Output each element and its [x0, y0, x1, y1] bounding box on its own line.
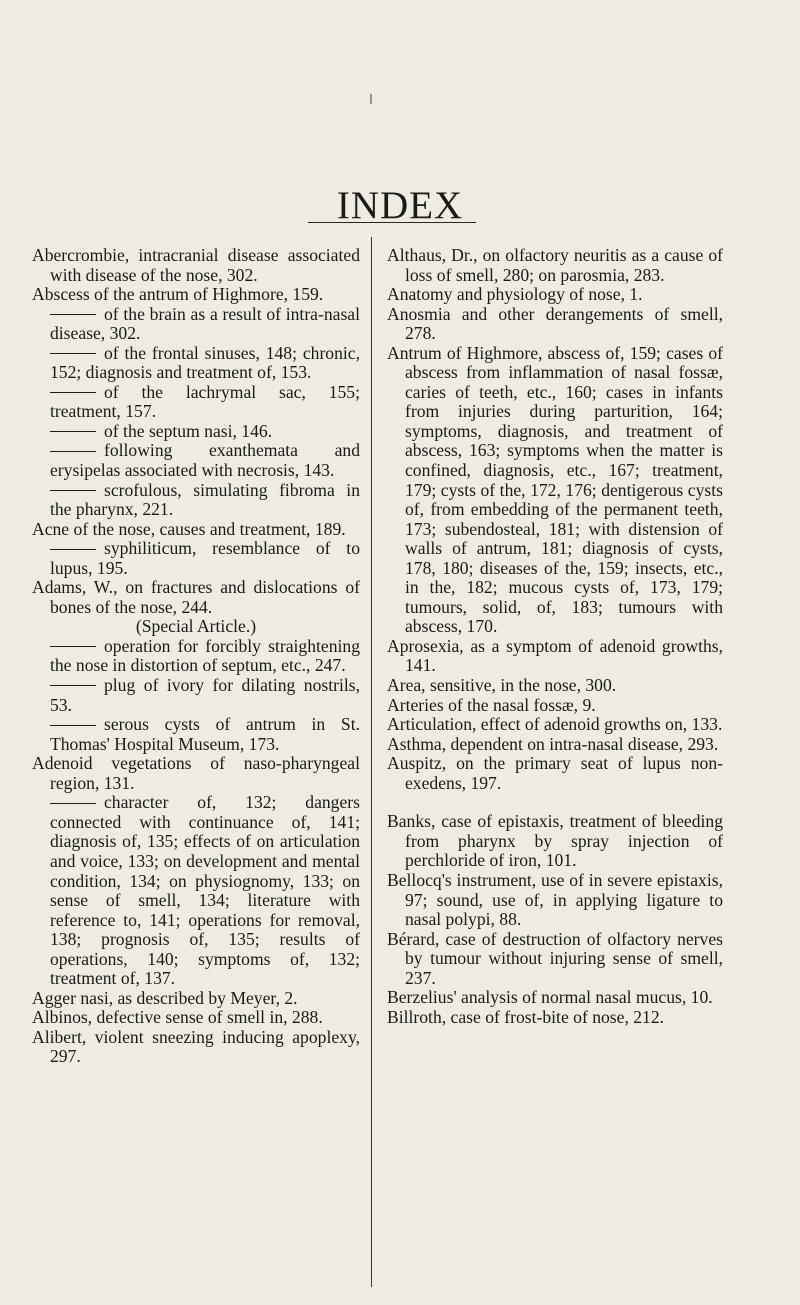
- entry-text: Antrum of Highmore, abscess of, 159; cases of abscess from inflammation of nasal fossæ, caries of teeth, etc., 160; cases in infants from injuries during parturition, 164; symptoms, diagnosis, and treatment of abscess, 163; symptoms when the matter is confined, diagnosis, etc., 167; treatment, 179; cysts of the, 172, 176; dentigerous cysts of, from embedding of the permanent teeth, 173; subendosteal, 181; with distension of walls of antrum, 181; diagnosis of cysts, 178, 180; diseases of the, 159; insects, etc., in the, 182; mucous cysts of, 173, 179; tumours, solid, of, 183; tumours with abscess, 170.: [387, 342, 723, 637]
- entry-text: Althaus, Dr., on olfactory neuritis as a cause of loss of smell, 280; on parosmia, 283.: [387, 245, 723, 285]
- entry-text: Anosmia and other derangements of smell, 278.: [387, 303, 723, 344]
- index-entry: [387, 735, 723, 755]
- entry-text: Billroth, case of frost-bite of nose, 212.: [387, 1006, 665, 1027]
- index-entry: [387, 715, 723, 735]
- index-subentry: [32, 344, 360, 383]
- index-entry: [32, 520, 360, 540]
- entry-text: Banks, case of epistaxis, treatment of bleeding from pharynx by spray injection of perchloride of iron, 101.: [387, 811, 723, 871]
- entry-text: Berzelius' analysis of normal nasal mucus, 10.: [387, 987, 713, 1008]
- index-entry: [387, 1008, 723, 1028]
- index-subentry: [32, 481, 360, 520]
- index-subentry: [32, 676, 360, 715]
- index-entry: [32, 1028, 360, 1067]
- ditto-dash: [50, 549, 96, 550]
- entry-text: operation for forcibly straightening the nose in distortion of septum, etc., 247.: [50, 635, 360, 676]
- page-mark: [370, 94, 372, 104]
- entry-text: of the brain as a result of intra-nasal disease, 302.: [50, 303, 360, 344]
- entry-text: Anatomy and physiology of nose, 1.: [387, 284, 643, 305]
- entry-text: Bellocq's instrument, use of in severe epistaxis, 97; sound, use of, in applying ligature to nasal polypi, 88.: [387, 869, 723, 930]
- entry-text: of the lachrymal sac, 155; treatment, 157.: [50, 381, 360, 422]
- index-entry: [387, 305, 723, 344]
- entry-text: scrofulous, simulating fibroma in the pharynx, 221.: [50, 479, 360, 520]
- ditto-dash: [50, 725, 96, 726]
- entry-text: Abercrombie, intracranial disease associated with disease of the nose, 302.: [32, 245, 360, 285]
- column-divider: [371, 237, 372, 1287]
- entry-text: Auspitz, on the primary seat of lupus non-exedens, 197.: [387, 753, 723, 793]
- ditto-dash: [50, 803, 96, 804]
- entry-text: Adams, W., on fractures and dislocations of bones of the nose, 244.: [32, 577, 360, 617]
- entry-text: character of, 132; dangers connected with continuance of, 141; diagnosis of, 135; effects of on articulation and voice, 133; on development and mental condition, 134; on physiognomy, 133; on sense of smell, 134; literature with reference to, 141; operations for removal, 138; prognosis of, 135; results of operations, 140; symptoms of, 132; treatment of, 137.: [50, 792, 360, 989]
- index-subentry: [32, 383, 360, 422]
- ditto-dash: [50, 392, 96, 393]
- index-entry: [32, 989, 360, 1009]
- index-entry: [387, 988, 723, 1008]
- index-subentry: [32, 305, 360, 344]
- index-subentry: [32, 422, 360, 442]
- entry-text: Adenoid vegetations of naso-pharyngeal region, 131.: [32, 753, 360, 793]
- entry-text: Arteries of the nasal fossæ, 9.: [387, 694, 596, 715]
- entry-text: (Special Article.): [135, 616, 257, 637]
- entry-text: Alibert, violent sneezing inducing apoplexy, 297.: [32, 1026, 360, 1067]
- index-subentry: [32, 793, 360, 988]
- index-subentry: [32, 441, 360, 480]
- entry-text: plug of ivory for dilating nostrils, 53.: [50, 675, 360, 715]
- ditto-dash: [50, 685, 96, 686]
- index-entry: [387, 754, 723, 793]
- entry-text: following exanthemata and erysipelas associated with necrosis, 143.: [50, 440, 360, 481]
- index-entry: [387, 676, 723, 696]
- entry-text: of the septum nasi, 146.: [104, 420, 273, 441]
- index-entry: [387, 246, 723, 285]
- entry-text: Abscess of the antrum of Highmore, 159.: [32, 284, 324, 305]
- ditto-dash: [50, 646, 96, 647]
- index-subentry: [32, 539, 360, 578]
- index-entry: [32, 754, 360, 793]
- entry-text: Asthma, dependent on intra-nasal disease, 293.: [387, 733, 719, 754]
- entry-text: Acne of the nose, causes and treatment, 189.: [32, 518, 346, 539]
- ditto-dash: [50, 314, 96, 315]
- ditto-dash: [50, 353, 96, 354]
- entry-text: Albinos, defective sense of smell in, 288.: [32, 1007, 323, 1028]
- page-title: INDEX: [336, 184, 464, 228]
- index-entry: [32, 285, 360, 305]
- entry-text: Aprosexia, as a symptom of adenoid growths, 141.: [387, 635, 723, 676]
- index-entry: [32, 1008, 360, 1028]
- index-entry: [32, 617, 360, 637]
- title-rule: [308, 222, 476, 223]
- left-index-column: [32, 246, 360, 1067]
- right-index-column: [387, 246, 723, 1027]
- entry-text: Agger nasi, as described by Meyer, 2.: [32, 987, 298, 1008]
- index-entry: [387, 812, 723, 871]
- entry-gap: [387, 793, 723, 812]
- index-entry: [387, 871, 723, 930]
- index-entry: [387, 637, 723, 676]
- index-entry: [32, 246, 360, 285]
- index-subentry: [32, 715, 360, 754]
- entry-text: Articulation, effect of adenoid growths on, 133.: [387, 714, 723, 735]
- index-entry: [387, 344, 723, 637]
- entry-text: of the frontal sinuses, 148; chronic, 152; diagnosis and treatment of, 153.: [50, 342, 360, 383]
- ditto-dash: [50, 451, 96, 452]
- entry-text: Bérard, case of destruction of olfactory nerves by tumour without injuring sense of smell, 237.: [387, 928, 723, 988]
- index-entry: [387, 696, 723, 716]
- entry-text: syphiliticum, resemblance of to lupus, 195.: [50, 538, 360, 578]
- entry-text: serous cysts of antrum in St. Thomas' Hospital Museum, 173.: [50, 714, 360, 754]
- index-entry: [387, 930, 723, 989]
- index-subentry: [32, 637, 360, 676]
- entry-text: Area, sensitive, in the nose, 300.: [387, 675, 617, 696]
- index-entry: [387, 285, 723, 305]
- ditto-dash: [50, 490, 96, 491]
- index-entry: [32, 578, 360, 617]
- ditto-dash: [50, 431, 96, 432]
